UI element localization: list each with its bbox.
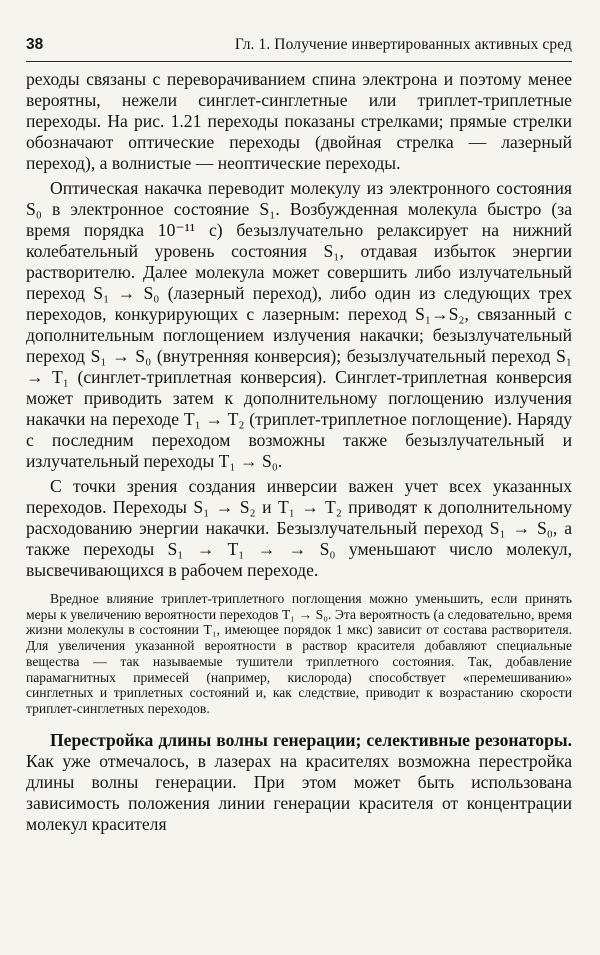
page-number: 38 bbox=[26, 36, 44, 53]
paragraph-1: реходы связаны с переворачиванием спина электрона и поэтому менее вероятны, нежели синглет-синглетные или триплет-триплетные переходы. На рис. 1.21 переходы показаны стрелками; прямые стрелки обозначают оптические переходы (двойная стрелка — лазерный переход), а волнистые — неоптические переходы. bbox=[26, 69, 572, 173]
section-heading: Перестройка длины волны генерации; селективные резонаторы. bbox=[50, 729, 572, 750]
paragraph-4-text: Как уже отмечалось, в лазерах на красителях возможна перестройка длины волны генерации. При этом может быть использована зависимость положения линии генерации красителя от концентрации молекул красителя bbox=[26, 750, 572, 834]
paragraph-3: С точки зрения создания инверсии важен учет всех указанных переходов. Переходы S₁ → S₂ и T₁ → T₂ приводят к дополнительному расходованию энергии накачки. Безызлучательный переход S₁ → S₀, а также переходы S₁ → T₁ → → S₀ уменьшают число молекул, высвечивающихся в рабочем переходе. bbox=[26, 476, 572, 580]
paragraph-4 bbox=[26, 730, 572, 835]
page-header bbox=[26, 36, 572, 62]
running-title: Гл. 1. Получение инвертированных активных сред bbox=[234, 36, 572, 53]
paragraph-2: Оптическая накачка переводит молекулу из электронного состояния S₀ в электронное состояние S₁. Возбужденная молекула быстро (за время порядка 10⁻¹¹ с) безызлучательно релаксирует на нижний колебательный уровень состояния S₁, отдавая избыток энергии растворителю. Далее молекула может совершить либо излучательный переход S₁ → S₀ (лазерный переход), либо один из следующих трех переходов, конкурирующих с лазерным: переход S₁→S₂, связанный с дополнительным поглощением излучения накачки; безызлучательный переход S₁ → S₀ (внутренняя конверсия); безызлучательный переход S₁ → T₁ (синглет-триплетная конверсия). Синглет-триплетная конверсия может приводить затем к дополнительному поглощению излучения накачки на переходе T₁ → T₂ (триплет-триплетное поглощение). Наряду с последним переходом возможны также безызлучательный и излучательный переходы T₁ → S₀. bbox=[26, 178, 572, 471]
page bbox=[26, 36, 572, 835]
small-print-note: Вредное влияние триплет-триплетного поглощения можно уменьшить, если принять меры к увеличению вероятности переходов T₁ → S₀. Эта вероятность (а следовательно, время жизни молекулы в состоянии T₁, имеющее порядок 1 мкс) зависит от состава растворителя. Для увеличения указанной вероятности в раствор красителя добавляют специальные вещества — так называемые тушители триплетного состояния. Так, добавление парамагнитных примесей (например, кислорода) способствует «перемешиванию» синглетных и триплетных состояний и, как следствие, приводит к возрастанию скорости триплет-синглетных переходов. bbox=[26, 591, 572, 716]
